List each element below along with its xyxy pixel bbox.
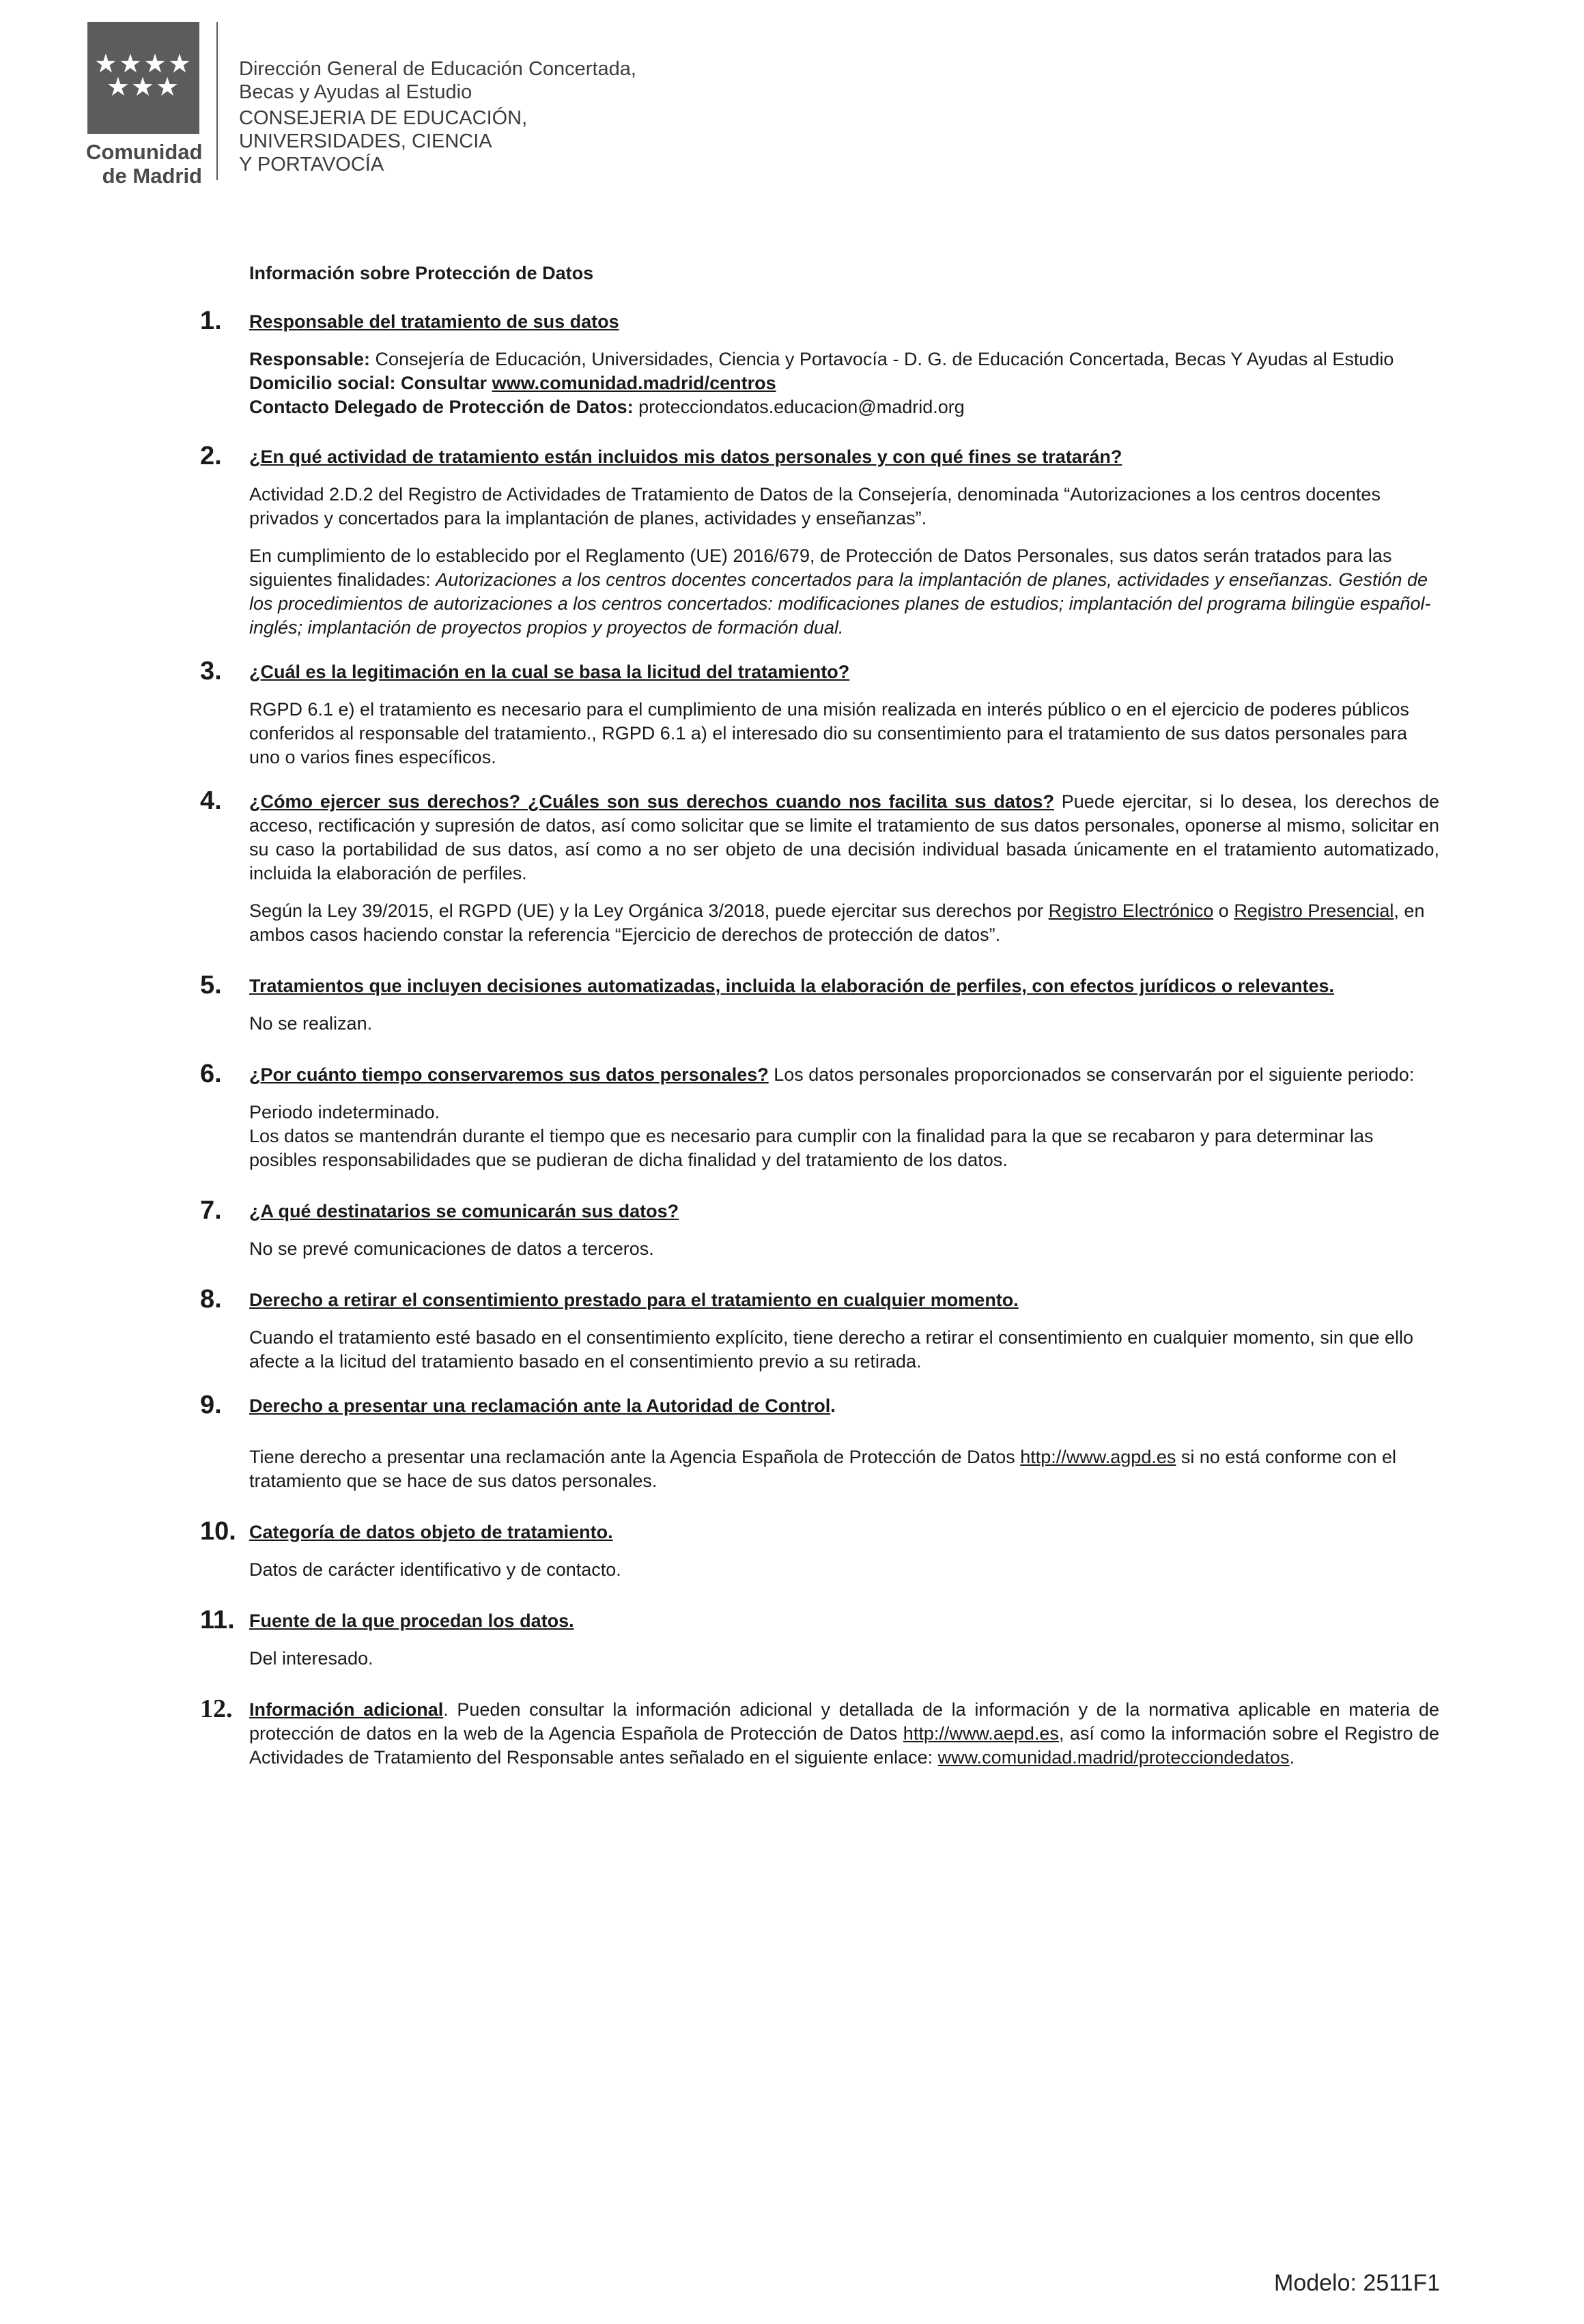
paragraph-text: Los datos personales proporcionados se conservarán por el siguiente periodo: xyxy=(768,1064,1415,1085)
section-heading: Información adicional xyxy=(249,1699,444,1720)
section-number: 3. xyxy=(200,657,222,685)
domicilio-link[interactable]: www.comunidad.madrid/centros xyxy=(492,373,776,393)
section-number: 7. xyxy=(200,1196,222,1225)
section-number: 9. xyxy=(200,1391,222,1419)
paragraph-text: Puede ejercitar, si lo desea, los derechos de acceso, rectificación y supresión de datos, así como solicitar que se limite el tratamiento de sus datos personales, oponerse al mismo, solicitar en su caso la portabilidad de sus datos, así como a no ser objeto de una decisión individual basada únicamente en el tratamiento automatizado, incluida la elaboración de perfiles. xyxy=(249,791,1439,883)
section-paragraph: No se realizan. xyxy=(249,1013,373,1034)
section-paragraph: Datos de carácter identificativo y de contacto. xyxy=(249,1559,621,1580)
registro-presencial-link[interactable]: Registro Presencial xyxy=(1234,901,1394,921)
section-paragraph xyxy=(249,1698,1439,1770)
section-2 xyxy=(200,442,1439,640)
contacto-label: Contacto Delegado de Protección de Datos: xyxy=(249,397,634,417)
section-heading: ¿Por cuánto tiempo conservaremos sus datos personales? xyxy=(249,1064,769,1085)
proteccion-datos-link[interactable]: www.comunidad.madrid/protecciondedatos xyxy=(937,1747,1290,1768)
section-paragraph: No se prevé comunicaciones de datos a terceros. xyxy=(249,1238,654,1259)
paragraph-text: Tiene derecho a presentar una reclamación ante la Agencia Española de Protección de Datos xyxy=(249,1447,1021,1467)
form-model-number: Modelo: 2511F1 xyxy=(1274,2270,1441,2296)
paragraph-text: o xyxy=(1213,901,1234,921)
org-line: UNIVERSIDADES, CIENCIA xyxy=(239,130,492,152)
domicilio-label: Domicilio social: Consultar xyxy=(249,373,492,393)
logo-text xyxy=(86,140,202,188)
section-heading: Derecho a presentar una reclamación ante la Autoridad de Control xyxy=(249,1395,831,1416)
section-heading: Fuente de la que procedan los datos. xyxy=(249,1611,574,1631)
section-number: 5. xyxy=(200,971,222,1000)
section-paragraph xyxy=(249,1445,1439,1493)
section-10 xyxy=(200,1517,1439,1582)
section-paragraph xyxy=(249,790,1439,885)
paragraph-text: , en ambos casos haciendo constar la referencia “Ejercicio de derechos de protección de datos”. xyxy=(249,901,1425,945)
paragraph-italic: Autorizaciones a los centros docentes concertados para la implantación de planes, actividades y enseñanzas. Gestión de los procedimientos de autorizaciones a los centros concertados: modificaciones planes de estudios; implantación del programa bilingüe español-inglés; implantación de proyectos propios y proyectos de formación dual. xyxy=(249,569,1431,638)
logo-line-1: Comunidad xyxy=(86,140,203,164)
section-paragraph xyxy=(249,1063,1439,1087)
section-paragraph xyxy=(249,1101,1439,1172)
section-9 xyxy=(200,1391,1439,1493)
org-line: Becas y Ayudas al Estudio xyxy=(239,81,472,103)
section-number: 4. xyxy=(200,787,222,815)
section-11 xyxy=(200,1606,1439,1671)
agpd-link[interactable]: http://www.agpd.es xyxy=(1020,1447,1176,1467)
paragraph-text: . xyxy=(1289,1747,1295,1768)
section-number: 11. xyxy=(200,1606,235,1634)
section-paragraph: Del interesado. xyxy=(249,1648,373,1669)
section-paragraph: RGPD 6.1 e) el tratamiento es necesario para el cumplimiento de una misión realizada en interés público o en el ejercicio de poderes públicos conferidos al responsable del tratamiento., RGPD 6.1 a) el interesado dio su consentimiento para el tratamiento de sus datos personales para uno o varios fines específicos. xyxy=(249,699,1409,767)
periodo-detail: Los datos se mantendrán durante el tiempo que es necesario para cumplir con la finalidad para la que se recabaron y para determinar las posibles responsabilidades que se pudieran de dicha finalidad y del tratamiento de los datos. xyxy=(249,1126,1374,1170)
section-heading: ¿Cómo ejercer sus derechos? ¿Cuáles son sus derechos cuando nos facilita sus datos? xyxy=(249,791,1054,812)
org-line: Dirección General de Educación Concertada, xyxy=(239,58,636,80)
heading-tail: . xyxy=(830,1395,836,1416)
paragraph-text: . Pueden consultar la información adicional y detallada de la información y de la normativa aplicable en materia de protección de datos en la web de la Agencia Española de Protección de Datos xyxy=(249,1699,1440,1744)
aepd-link[interactable]: http://www.aepd.es xyxy=(903,1723,1059,1744)
section-number: 10. xyxy=(200,1517,236,1546)
section-number: 8. xyxy=(200,1285,222,1314)
section-heading: ¿A qué destinatarios se comunicarán sus datos? xyxy=(249,1201,679,1221)
section-heading: Categoría de datos objeto de tratamiento. xyxy=(249,1522,613,1542)
paragraph-text: si no está conforme con el tratamiento que se hace de sus datos personales. xyxy=(249,1447,1397,1491)
paragraph-text: Según la Ley 39/2015, el RGPD (UE) y la Ley Orgánica 3/2018, puede ejercitar sus derechos por xyxy=(249,901,1049,921)
section-4 xyxy=(200,787,1439,947)
responsable-label: Responsable: xyxy=(249,349,371,369)
stars-icon: ★★★★ ★★★ xyxy=(94,48,193,102)
section-5 xyxy=(200,971,1439,1036)
section-1 xyxy=(200,307,1439,419)
org-line: CONSEJERIA DE EDUCACIÓN, xyxy=(239,107,528,129)
section-paragraph: Cuando el tratamiento esté basado en el consentimiento explícito, tiene derecho a retirar el consentimiento en cualquier momento, sin que ello afecte a la licitud del tratamiento basado en el consentimiento previo a su retirada. xyxy=(249,1327,1414,1372)
section-heading: Derecho a retirar el consentimiento prestado para el tratamiento en cualquier momento. xyxy=(249,1290,1019,1310)
organization-block xyxy=(239,57,636,176)
section-3 xyxy=(200,657,1439,769)
section-heading: ¿Cuál es la legitimación en la cual se basa la licitud del tratamiento? xyxy=(249,662,850,682)
document-body xyxy=(200,261,1439,1790)
section-number: 6. xyxy=(200,1060,222,1088)
paragraph-text: , así como la información sobre el Registro de Actividades de Tratamiento del Responsable antes señalado en el siguiente enlace: xyxy=(249,1723,1439,1768)
org-line: Y PORTAVOCÍA xyxy=(239,154,384,175)
section-number: 1. xyxy=(200,307,222,335)
section-number: 12. xyxy=(200,1695,233,1723)
section-6 xyxy=(200,1060,1439,1172)
section-7 xyxy=(200,1196,1439,1261)
contacto-email: protecciondatos.educacion@madrid.org xyxy=(633,397,965,417)
section-heading: ¿En qué actividad de tratamiento están incluidos mis datos personales y con qué fines se tratarán? xyxy=(249,447,1122,467)
section-paragraph: Actividad 2.D.2 del Registro de Actividades de Tratamiento de Datos de la Consejería, denominada “Autorizaciones a los centros docentes privados y concertados para la implantación de planes, actividades y enseñanzas”. xyxy=(249,484,1381,528)
periodo-text: Periodo indeterminado. xyxy=(249,1102,440,1122)
section-number: 2. xyxy=(200,442,222,470)
section-paragraph xyxy=(249,899,1439,947)
logo-line-2: de Madrid xyxy=(102,164,202,188)
section-heading: Tratamientos que incluyen decisiones automatizadas, incluida la elaboración de perfiles, con efectos jurídicos o relevantes. xyxy=(249,976,1334,996)
section-paragraph xyxy=(249,544,1439,640)
section-8 xyxy=(200,1285,1439,1374)
page-title: Información sobre Protección de Datos xyxy=(249,263,594,283)
registro-electronico-link[interactable]: Registro Electrónico xyxy=(1048,901,1214,921)
section-12 xyxy=(200,1695,1440,1770)
paragraph-text: En cumplimiento de lo establecido por el Reglamento (UE) 2016/679, de Protección de Datos Personales, sus datos serán tratados para las siguientes finalidades: xyxy=(249,545,1392,590)
section-heading: Responsable del tratamiento de sus datos xyxy=(249,311,619,332)
header-divider xyxy=(216,22,218,180)
responsable-text: Consejería de Educación, Universidades, Ciencia y Portavocía - D. G. de Educación Concertada, Becas Y Ayudas al Estudio xyxy=(370,349,1394,369)
madrid-logo-block xyxy=(87,22,199,134)
